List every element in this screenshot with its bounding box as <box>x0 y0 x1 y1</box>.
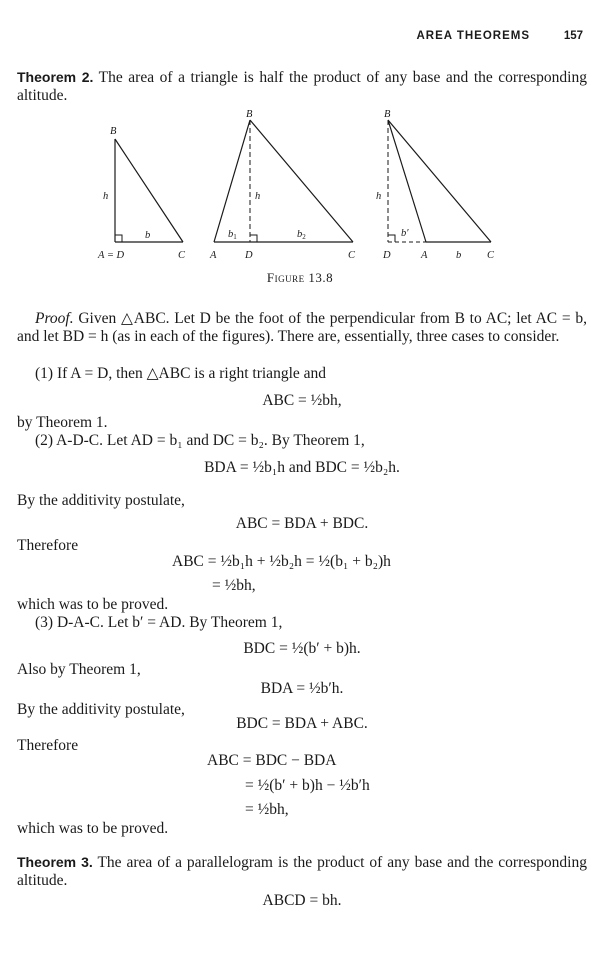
figure-caption: Figure 13.8 <box>266 270 334 285</box>
page-header <box>0 30 585 50</box>
additivity-3: By the additivity postulate, <box>17 701 185 718</box>
therefore-3: Therefore <box>17 737 79 754</box>
fig3-label-b-prime: b′ <box>401 228 409 239</box>
proof-intro <box>17 310 587 346</box>
proof-label: Proof. <box>35 310 74 327</box>
fig2-side-ab <box>214 120 250 242</box>
theorem-2 <box>17 68 587 105</box>
theorem-3-label: Theorem 3. <box>17 854 93 870</box>
fig2-label-h: h <box>255 191 261 202</box>
fig1-label-b: b <box>145 230 151 241</box>
figure-right-triangle <box>115 139 183 242</box>
theorem-2-label: Theorem 2. <box>17 69 94 85</box>
equation-final-line-2: = ½(b′ + b)h − ½b′h <box>245 777 370 794</box>
equation-additivity-3: BDC = BDA + ABC. <box>236 715 368 732</box>
case-2: (2) A-D-C. Let AD = b₁ and DC = b₂. By Theorem 1, <box>35 432 365 449</box>
fig3-side-ab <box>388 120 426 242</box>
fig1-label-c: C <box>178 250 186 261</box>
therefore-2: Therefore <box>17 537 79 554</box>
proof-intro-text: Given △ABC. Let D be the foot of the perpendicular from B to AC; let AC = b, and let BD = h (as in each of the figures). There are, essentially, three cases to consider. <box>17 310 587 345</box>
equation-final-line-1: ABC = BDC − BDA <box>207 752 337 769</box>
fig3-label-h: h <box>376 191 382 202</box>
which-was-proved-2: which was to be proved. <box>17 596 169 613</box>
fig3-side-bc <box>388 120 491 242</box>
equation-case-3: BDC = ½(b′ + b)h. <box>243 640 361 657</box>
equation-final-line-3: = ½bh, <box>245 801 289 818</box>
fig3-label-d: D <box>383 250 391 261</box>
by-theorem-1: by Theorem 1. <box>17 414 108 431</box>
equation-case-1: ABC = ½bh, <box>262 392 342 409</box>
fig2-right-angle-mark <box>250 235 257 242</box>
figure-obtuse-triangle <box>388 120 491 242</box>
equation-therefore-2-line-2: = ½bh, <box>212 577 256 594</box>
which-was-proved-3: which was to be proved. <box>17 820 169 837</box>
fig3-label-b: b <box>456 250 462 261</box>
also-theorem-1: Also by Theorem 1, <box>17 661 141 678</box>
fig2-label-d: D <box>245 250 253 261</box>
fig1-label-ad: A = D <box>98 250 125 261</box>
fig2-label-c: C <box>348 250 356 261</box>
figure-13-8 <box>0 105 600 265</box>
fig2-label-a: A <box>210 250 217 261</box>
fig2-label-b1: b1 <box>228 229 237 241</box>
fig1-label-h: h <box>103 191 109 202</box>
fig3-right-angle-mark <box>388 235 395 242</box>
case-1: (1) If A = D, then △ABC is a right triangle and <box>35 365 327 382</box>
equation-therefore-2-line-1: ABC = ½b₁h + ½b₂h = ½(b₁ + b₂)h <box>172 553 391 570</box>
fig1-side-bc <box>115 139 183 242</box>
fig1-right-angle-mark <box>115 235 122 242</box>
additivity-2: By the additivity postulate, <box>17 492 185 509</box>
page-number: 157 <box>563 30 583 42</box>
fig1-label-b-vertex: B <box>110 126 117 137</box>
fig2-side-bc <box>250 120 353 242</box>
equation-case-2: BDA = ½b₁h and BDC = ½b₂h. <box>204 459 400 476</box>
fig3-label-c: C <box>487 250 495 261</box>
fig3-label-b-vertex: B <box>384 109 391 120</box>
equation-theorem-3: ABCD = bh. <box>262 892 342 909</box>
fig2-label-b2: b2 <box>297 229 306 241</box>
theorem-2-text: The area of a triangle is half the product of any base and the corresponding altitude. <box>17 69 587 104</box>
theorem-3 <box>17 853 587 890</box>
figure-acute-triangle <box>214 120 353 242</box>
running-title: AREA THEOREMS <box>416 30 530 42</box>
equation-additivity-2: ABC = BDA + BDC. <box>235 515 369 532</box>
fig3-label-a: A <box>421 250 428 261</box>
fig2-label-b-vertex: B <box>246 109 253 120</box>
case-3: (3) D-A-C. Let b′ = AD. By Theorem 1, <box>35 614 283 631</box>
theorem-3-text: The area of a parallelogram is the product of any base and the corresponding altitude. <box>17 854 587 889</box>
equation-also: BDA = ½b′h. <box>260 680 344 697</box>
